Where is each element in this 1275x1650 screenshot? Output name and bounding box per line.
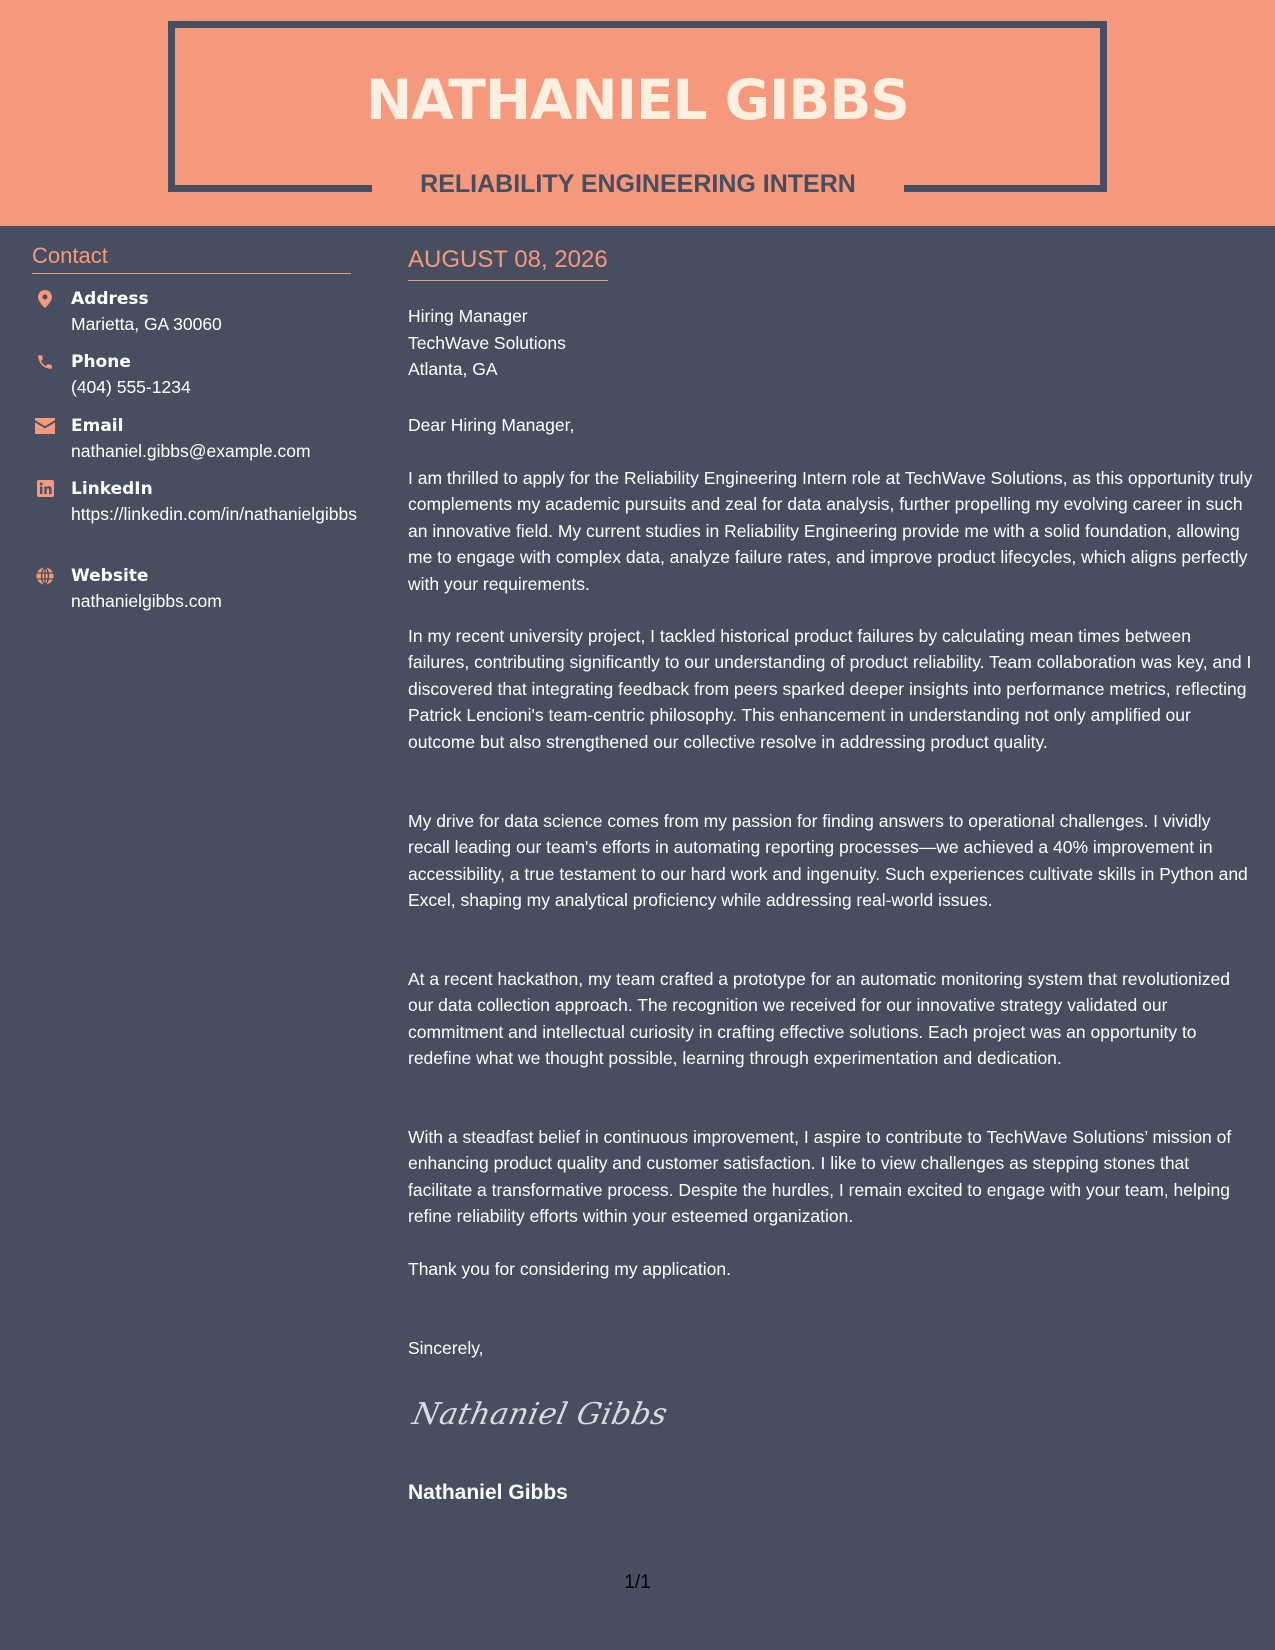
envelope-icon — [35, 417, 55, 437]
map-pin-icon — [35, 290, 55, 310]
contact-value-email: nathaniel.gibbs@example.com — [71, 441, 311, 461]
contact-label-email: Email — [71, 416, 124, 436]
handwritten-signature: Nathaniel Gibbs — [409, 1397, 671, 1432]
page-number: 1/1 — [624, 1572, 651, 1593]
letter-paragraph: With a steadfast belief in continuous improvement, I aspire to contribute to TechWave Solutions’ mission of enhancing product quality and customer satisfaction. I like to view challenges as stepping stones that facilitate a transformative process. Despite the hurdles, I remain excited to engage with your team, helping refine reliability efforts within your esteemed organization. — [408, 1127, 1232, 1227]
contact-label-website: Website — [71, 566, 149, 586]
contact-value-phone: (404) 555-1234 — [71, 377, 191, 397]
globe-icon — [35, 567, 55, 587]
recipient-block — [408, 303, 566, 383]
letter-date: AUGUST 08, 2026 — [408, 245, 608, 281]
contact-label-linkedin: LinkedIn — [71, 479, 153, 499]
recipient-company: TechWave Solutions — [408, 332, 566, 353]
contact-label-phone: Phone — [71, 352, 131, 372]
phone-icon — [35, 353, 55, 373]
contact-value-linkedin: https://linkedin.com/in/nathanielgibbs — [71, 504, 358, 524]
contact-label-address: Address — [71, 289, 149, 309]
header-frame-bottom-left — [168, 185, 372, 192]
closing: Sincerely, — [408, 1338, 484, 1358]
linkedin-icon — [35, 480, 55, 500]
job-title: RELIABILITY ENGINEERING INTERN — [420, 170, 856, 198]
recipient-title: Hiring Manager — [408, 306, 528, 326]
letter-paragraph: Thank you for considering my application. — [408, 1259, 731, 1279]
header-frame-bottom-right — [904, 185, 1107, 192]
recipient-location: Atlanta, GA — [408, 359, 498, 379]
salutation: Dear Hiring Manager, — [408, 415, 575, 435]
letter-paragraph: I am thrilled to apply for the Reliability Engineering Intern role at TechWave Solutions, as this opportunity truly complements my academic pursuits and zeal for data analysis, further propelling my evolving career in such an innovative field. My current studies in Reliability Engineering provide me with a solid foundation, allowing me to engage with complex data, analyze failure rates, and improve product lifecycles, which aligns perfectly with your requirements. — [408, 468, 1253, 594]
header-banner — [0, 0, 1275, 226]
applicant-name: NATHANIEL GIBBS — [366, 68, 909, 132]
letter-paragraph: At a recent hackathon, my team crafted a prototype for an automatic monitoring system that revolutionized our data collection approach. The recognition we received for our innovative strategy validated our commitment and intellectual curiosity in crafting effective solutions. Each project was an opportunity to redefine what we thought possible, learning through experimentation and dedication. — [408, 969, 1230, 1069]
signer-name: Nathaniel Gibbs — [408, 1481, 568, 1504]
letter-paragraph: In my recent university project, I tackled historical product failures by calculating mean times between failures, contributing significantly to our understanding of product reliability. Team collaboration was key, and I discovered that integrating feedback from peers sparked deeper insights into performance metrics, reflecting Patrick Lencioni's team-centric philosophy. This enhancement in understanding not only amplified our outcome but also strengthened our collective resolve in addressing product quality. — [408, 626, 1252, 752]
contact-value-address: Marietta, GA 30060 — [71, 314, 222, 334]
contact-heading: Contact — [32, 242, 351, 274]
contact-value-website: nathanielgibbs.com — [71, 591, 222, 611]
letter-paragraph: My drive for data science comes from my passion for finding answers to operational challenges. I vividly recall leading our team's efforts in automating reporting processes—we achieved a 40% improvement in accessibility, a true testament to our hard work and ingenuity. Such experiences cultivate skills in Python and Excel, shaping my analytical proficiency while addressing real-world issues. — [408, 811, 1248, 911]
